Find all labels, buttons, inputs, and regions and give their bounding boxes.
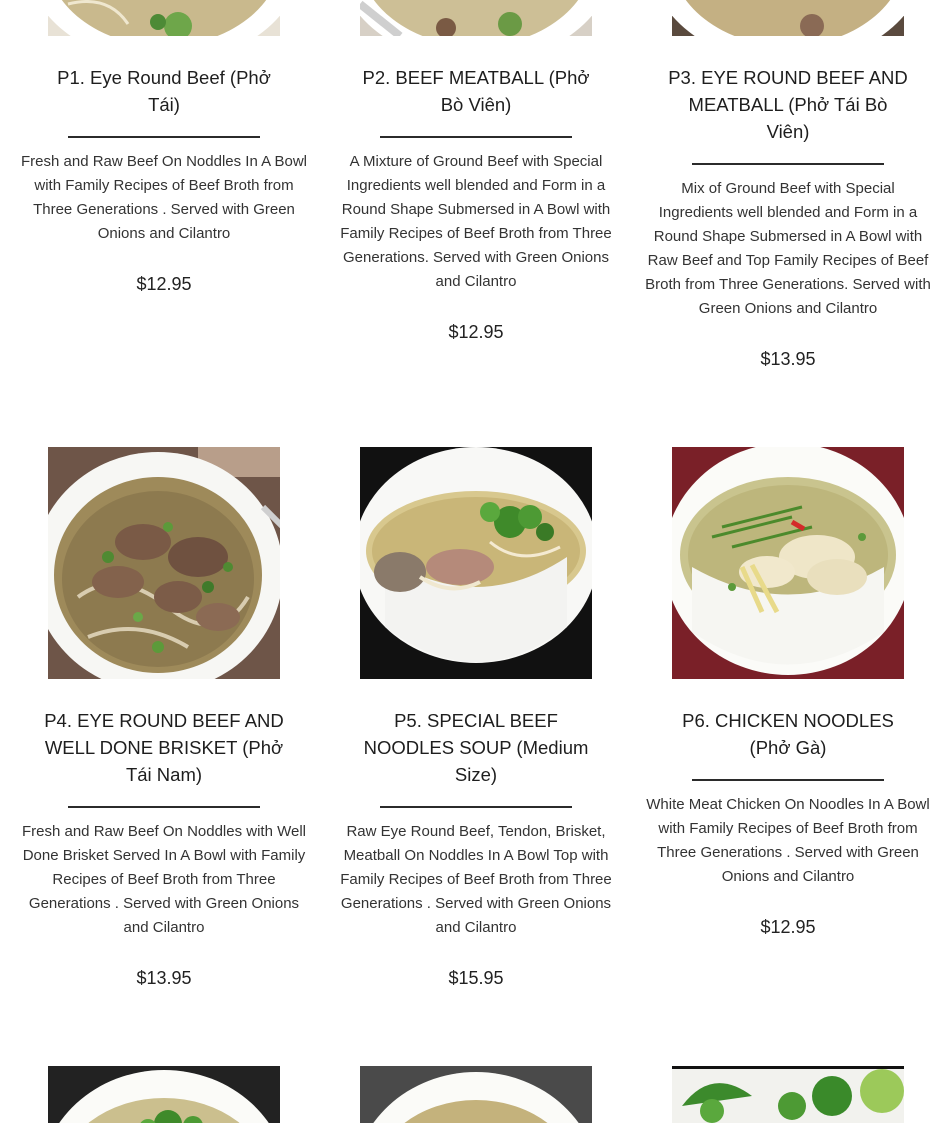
chicken-pho-icon[interactable] [672, 447, 904, 679]
item-price: $12.95 [448, 322, 504, 342]
item-title: P2. BEEF MEATBALL (Phở Bò Viên) [362, 67, 590, 115]
item-title: P4. EYE ROUND BEEF AND WELL DONE BRISKET (Phở Tái Nam) [44, 710, 284, 785]
divider [692, 163, 884, 165]
divider [68, 136, 260, 138]
item-price: $12.95 [136, 274, 192, 294]
item-description: Raw Eye Round Beef, Tendon, Brisket, Meatball On Noddles In A Bowl Top with Family Recipes of Beef Broth from Three Generations . Served with Green Onions and Cilantro [340, 823, 612, 936]
item-description: Fresh and Raw Beef On Noddles with Well Done Brisket Served In A Bowl with Family Recipes of Beef Broth from Three Generations . Served with Green Onions and Cilantro [21, 823, 307, 936]
pho-bowl-icon[interactable] [360, 1066, 592, 1123]
item-description: A Mixture of Ground Beef with Special Ingredients well blended and Form in a Round Shape Submersed in A Bowl with Family Recipes of Beef Broth from Three Generations. Served with Green Onions and Cilantro [340, 153, 612, 290]
divider [380, 806, 572, 808]
pho-bowl-icon[interactable] [48, 1066, 280, 1123]
item-description: Fresh and Raw Beef On Noddles In A Bowl with Family Recipes of Beef Broth from Three Generations . Served with Green Onions and Cilantro [21, 153, 307, 242]
pho-bowl-icon[interactable] [48, 0, 280, 36]
meatball-pho-icon[interactable] [360, 0, 592, 36]
divider [380, 136, 572, 138]
item-price: $13.95 [760, 349, 816, 369]
item-title: P1. Eye Round Beef (Phở Tái) [57, 67, 271, 115]
item-title: P6. CHICKEN NOODLES (Phở Gà) [682, 710, 894, 758]
item-description: Mix of Ground Beef with Special Ingredients well blended and Form in a Round Shape Submersed in A Bowl with Raw Beef and Top Family Recipes of Beef Broth from Three Generations. Served with Green Onions and Cilantro [645, 180, 931, 317]
special-beef-pho-icon[interactable] [360, 447, 592, 679]
item-price: $12.95 [760, 917, 816, 937]
herb-plate-icon[interactable] [672, 1066, 904, 1123]
item-title: P5. SPECIAL BEEF NOODLES SOUP (Medium Size) [363, 710, 589, 785]
beef-brisket-pho-icon[interactable] [48, 447, 280, 679]
divider [68, 806, 260, 808]
item-description: White Meat Chicken On Noodles In A Bowl with Family Recipes of Beef Broth from Three Generations . Served with Green Onions and Cilantro [646, 796, 930, 885]
item-price: $13.95 [136, 968, 192, 988]
item-title: P3. EYE ROUND BEEF AND MEATBALL (Phở Tái Bò Viên) [668, 67, 908, 142]
item-price: $15.95 [448, 968, 504, 988]
divider [692, 779, 884, 781]
beef-meatball-pho-icon[interactable] [672, 0, 904, 36]
